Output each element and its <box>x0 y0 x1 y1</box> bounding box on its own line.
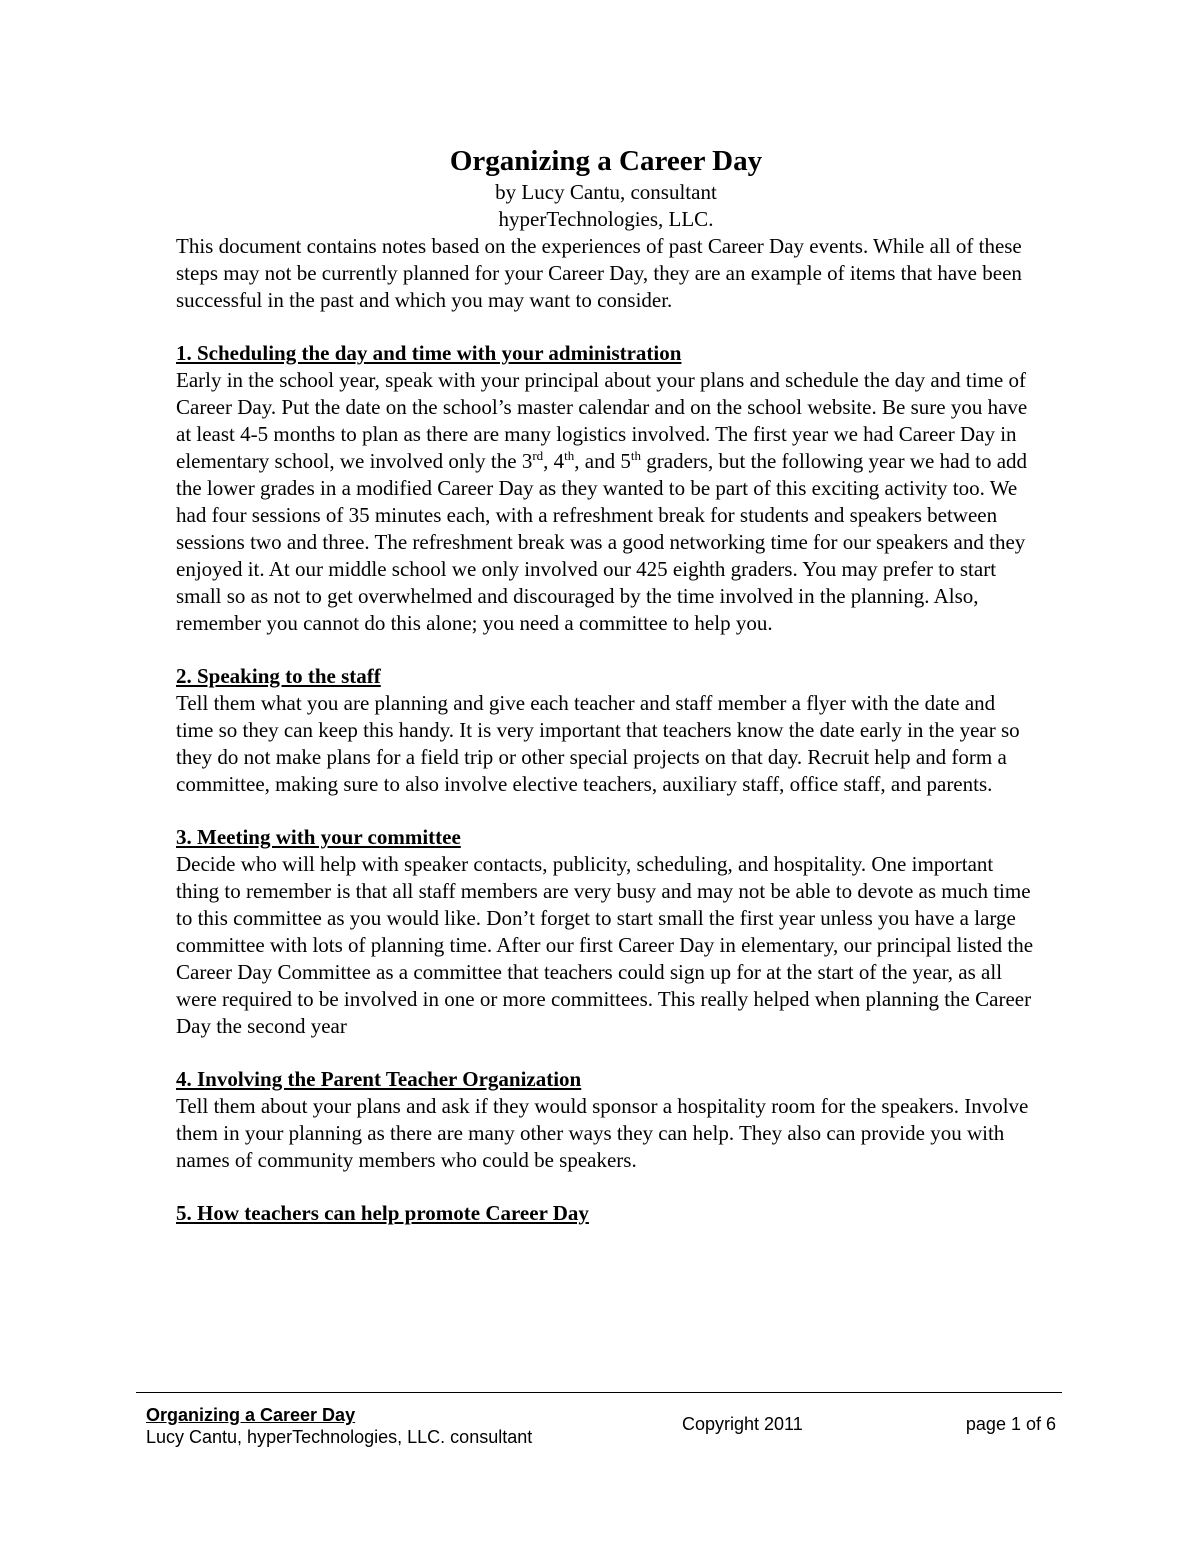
footer-left <box>146 1404 532 1448</box>
section-teachers-promote <box>176 1200 1036 1227</box>
author-line: by Lucy Cantu, consultant <box>495 180 717 204</box>
document-body <box>176 143 1036 1227</box>
section-heading: 4. Involving the Parent Teacher Organization <box>176 1067 582 1091</box>
section-pto <box>176 1066 1036 1174</box>
section-body: Tell them about your plans and ask if they would sponsor a hospitality room for the speakers. Involve them in your planning as there are many other ways they can help. They also can provide you with names of community members who could be speakers. <box>176 1094 1029 1172</box>
footer-page-number: page 1 of 6 <box>965 1414 1056 1434</box>
section-heading: 1. Scheduling the day and time with your administration <box>176 341 682 365</box>
footer-author: Lucy Cantu, hyperTechnologies, LLC. consultant <box>146 1427 533 1447</box>
footer-copyright: Copyright 2011 <box>682 1414 803 1434</box>
document-title: Organizing a Career Day <box>449 145 763 177</box>
footer-divider <box>136 1392 1062 1393</box>
section-body: Early in the school year, speak with your principal about your plans and schedule the day and time of Career Day. Put the date on the school’s master calendar and on the school website. Be sure you have at least 4-5 months to plan as there are many logistics involved. The first year we had Career Day in elementary school, we involved only the 3rd, 4th, and 5th graders, but the following year we had to add the lower grades in a modified Career Day as they wanted to be part of this exciting activity too. We had four sessions of 35 minutes each, with a refreshment break for students and speakers between sessions two and three. The refreshment break was a good networking time for our speakers and they enjoyed it. At our middle school we only involved our 425 eighth graders. You may prefer to start small so as not to get overwhelmed and discouraged by the time involved in the planning. Also, remember you cannot do this alone; you need a committee to help you. <box>176 368 1028 635</box>
section-heading: 2. Speaking to the staff <box>176 664 381 688</box>
company-line: hyperTechnologies, LLC. <box>498 207 714 231</box>
section-staff <box>176 663 1036 798</box>
section-scheduling <box>176 340 1036 637</box>
footer-doc-title: Organizing a Career Day <box>146 1405 356 1425</box>
intro-paragraph: This document contains notes based on the experiences of past Career Day events. While all of these steps may not be currently planned for your Career Day, they are an example of items that have been successful in the past and which you may want to consider. <box>176 234 1022 312</box>
section-body: Tell them what you are planning and give each teacher and staff member a flyer with the date and time so they can keep this handy. It is very important that teachers know the date early in the year so they do not make plans for a field trip or other special projects on that day. Recruit help and form a committee, making sure to also involve elective teachers, auxiliary staff, office staff, and parents. <box>176 691 1020 796</box>
section-body: Decide who will help with speaker contacts, publicity, scheduling, and hospitality. One important thing to remember is that all staff members are very busy and may not be able to devote as much time to this committee as you would like. Don’t forget to start small the first year unless you have a large committee with lots of planning time. After our first Career Day in elementary, our principal listed the Career Day Committee as a committee that teachers could sign up for at the start of the year, as all were required to be involved in one or more committees. This really helped when planning the Career Day the second year <box>176 852 1034 1038</box>
section-committee <box>176 824 1036 1040</box>
section-heading: 5. How teachers can help promote Career Day <box>176 1201 589 1225</box>
section-heading: 3. Meeting with your committee <box>176 825 461 849</box>
